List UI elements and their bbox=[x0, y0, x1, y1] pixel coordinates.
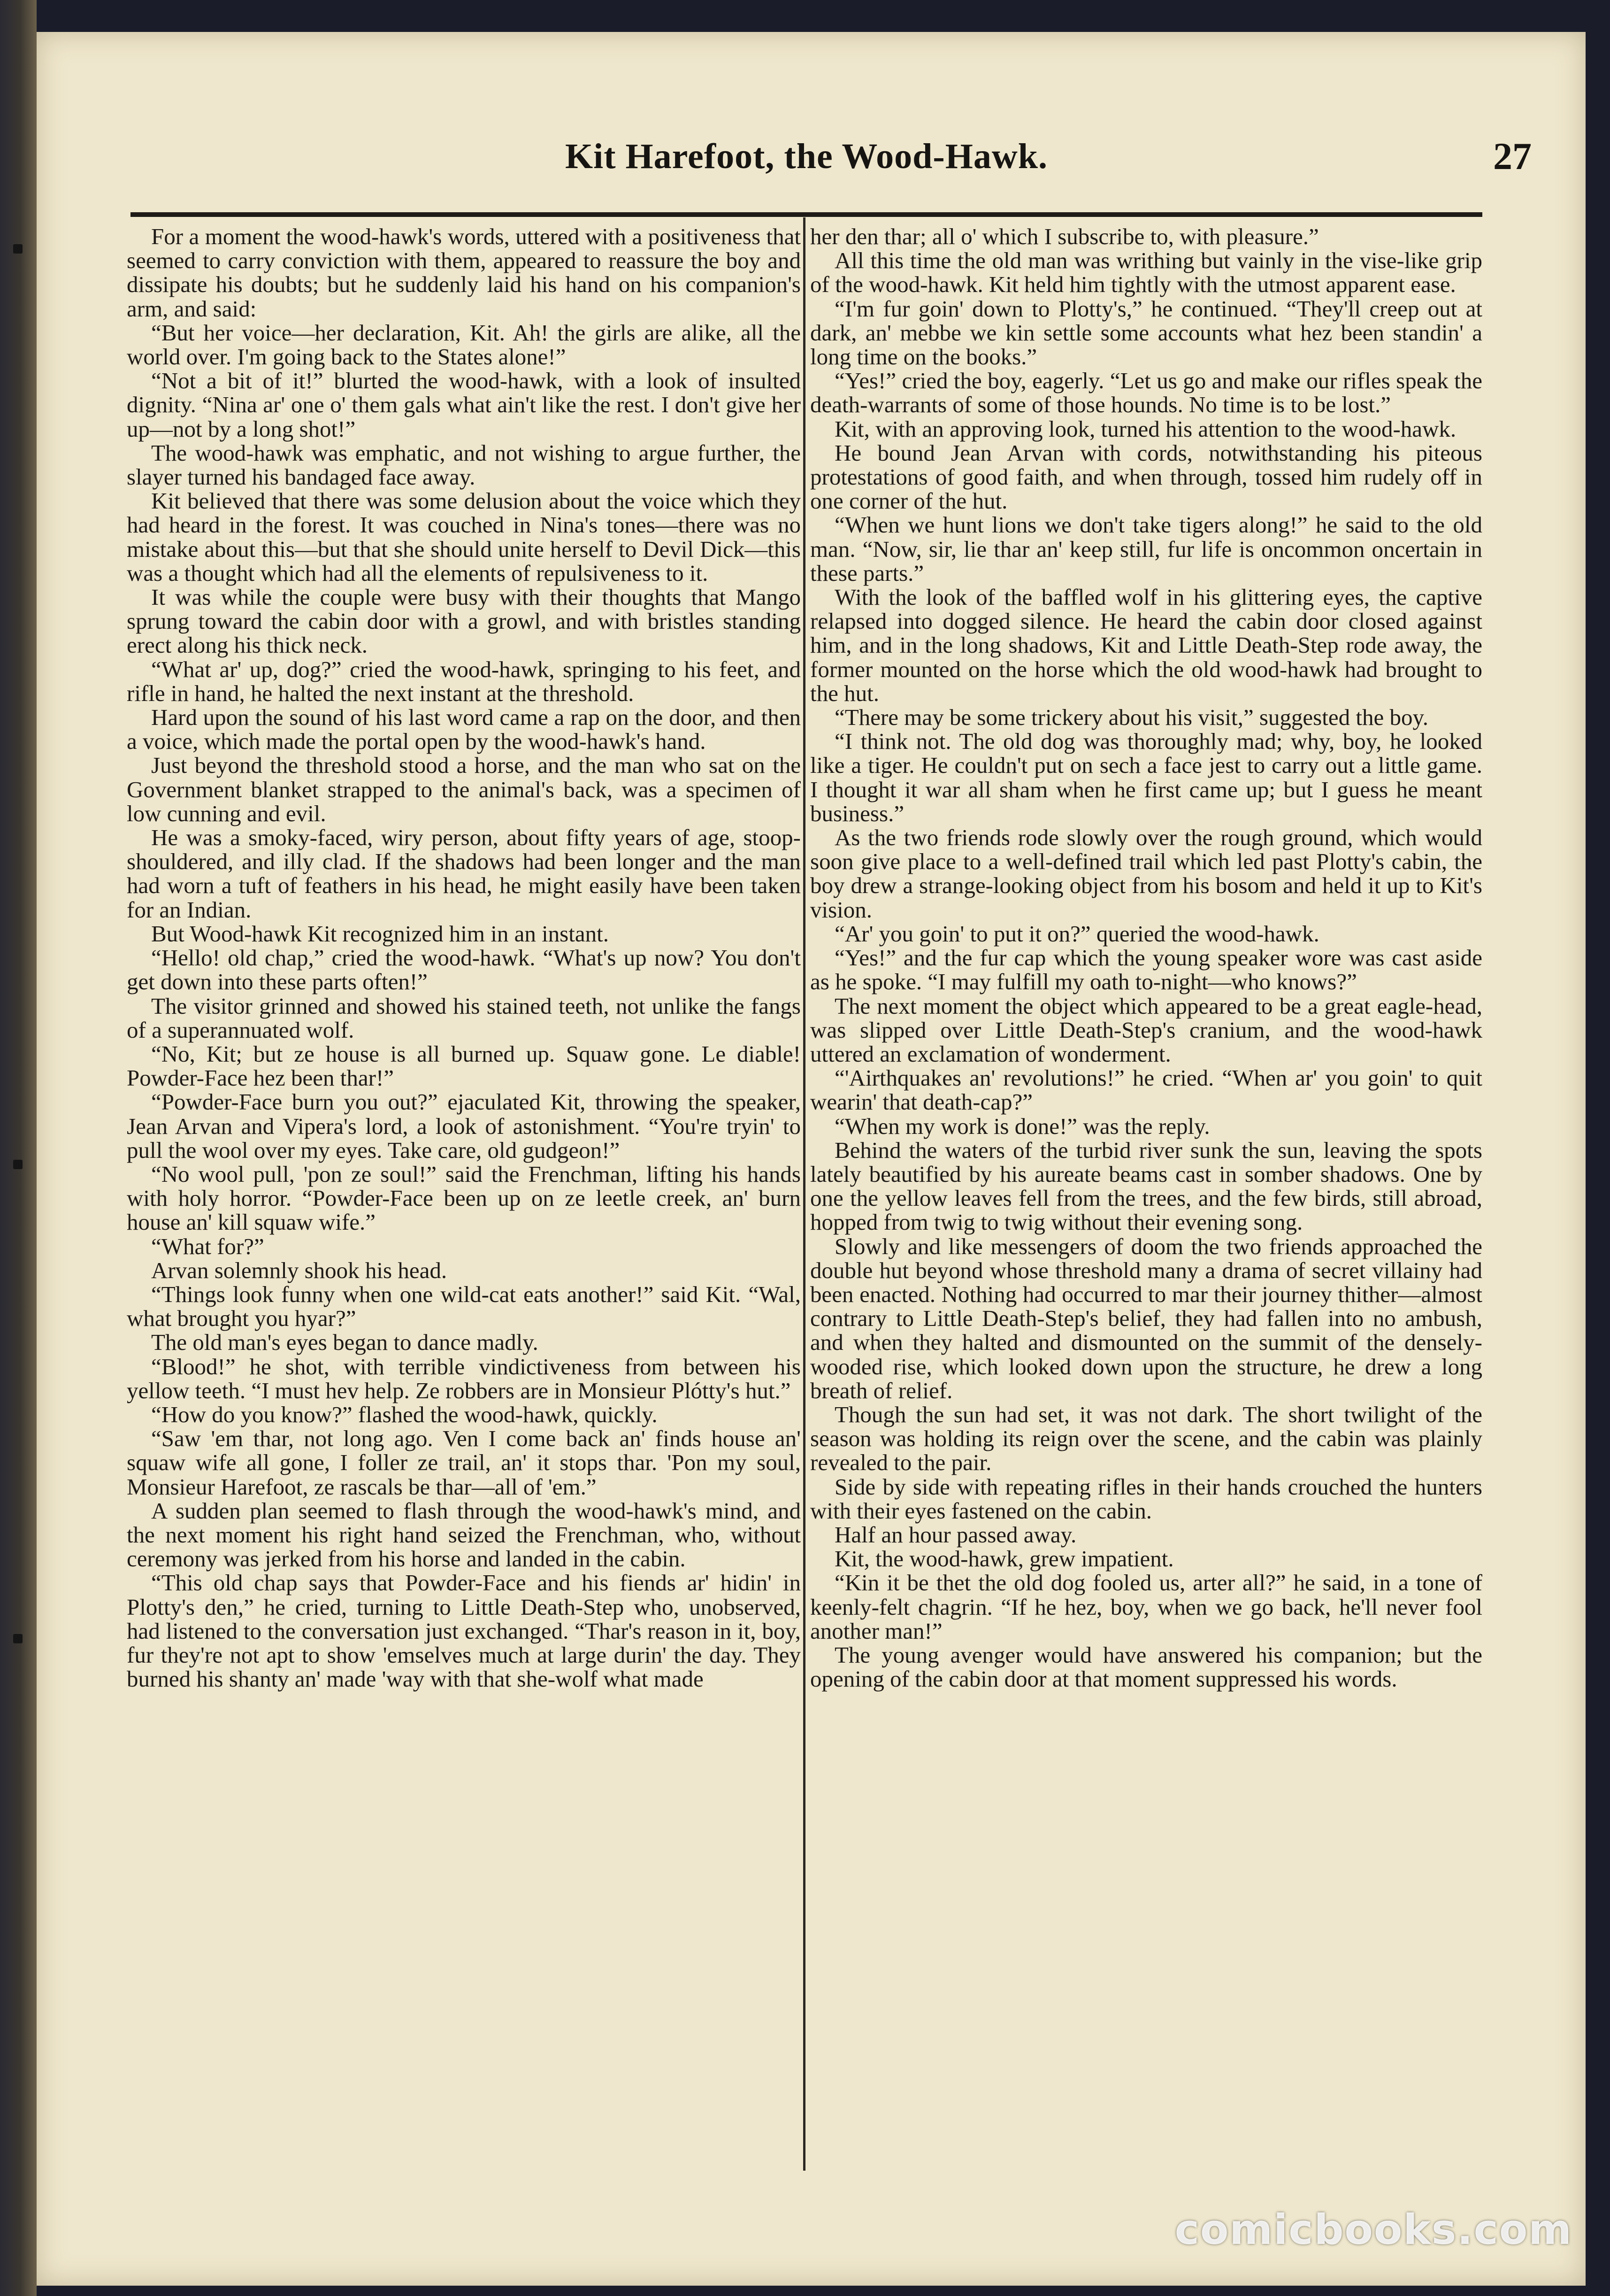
paragraph: “Powder-Face burn you out?” ejaculated Kit, throwing the speaker, Jean Arvan and Vipera's lord, a look of astonishment. “You're tryin' to pull the wool over my eyes. Take care, old gudgeon!” bbox=[127, 1089, 801, 1163]
paragraph: Arvan solemnly shook his head. bbox=[151, 1257, 447, 1283]
paragraph: “What ar' up, dog?” cried the wood-hawk, springing to his feet, and rifle in hand, he halted the next instant at the threshold. bbox=[127, 656, 801, 706]
paragraph: The visitor grinned and showed his stained teeth, not unlike the fangs of a superannuated wolf. bbox=[127, 993, 801, 1043]
paragraph: “I think not. The old dog was thoroughly mad; why, boy, he looked like a tiger. He couldn't put on sech a face jest to carry out a little game. I thought it war all sham when he first came up; but I guess he meant business.” bbox=[810, 728, 1482, 826]
watermark-text: comicbooks.com bbox=[1174, 2205, 1572, 2254]
paragraph: “Ar' you goin' to put it on?” queried the wood-hawk. bbox=[835, 920, 1319, 947]
paragraph: Behind the waters of the turbid river sunk the sun, leaving the spots lately beautified by his aureate beams cast in somber shadows. One by one the yellow leaves fell from the trees, and the few birds, still abroad, hopped from twig to twig without their evening song. bbox=[810, 1137, 1482, 1235]
paragraph: “No wool pull, 'pon ze soul!” said the Frenchman, lifting his hands with holy horror. “Powder-Face been up on ze leetle creek, an' burn house an' kill squaw wife.” bbox=[127, 1161, 801, 1235]
paragraph: “Things look funny when one wild-cat eats another!” said Kit. “Wal, what brought you hyar?” bbox=[127, 1281, 801, 1332]
paragraph: The young avenger would have answered his companion; but the opening of the cabin door at that moment suppressed his words. bbox=[810, 1641, 1482, 1692]
book-page bbox=[37, 32, 1586, 2286]
paragraph: The wood-hawk was emphatic, and not wishing to argue further, the slayer turned his bandaged face away. bbox=[127, 439, 801, 490]
paragraph: All this time the old man was writhing but vainly in the vise-like grip of the wood-hawk. Kit held him tightly with the utmost apparent ease. bbox=[810, 247, 1482, 298]
book-spine-shadow bbox=[0, 0, 37, 2296]
paragraph: He was a smoky-faced, wiry person, about fifty years of age, stoop-shouldered, and illy clad. If the shadows had been longer and the man had worn a tuft of feathers in his head, he might easily have been taken for an Indian. bbox=[127, 824, 801, 923]
paragraph: Hard upon the sound of his last word came a rap on the door, and then a voice, which made the portal open by the wood-hawk's hand. bbox=[127, 704, 801, 755]
paragraph: “Not a bit of it!” blurted the wood-hawk, with a look of insulted dignity. “Nina ar' one o' them gals what ain't like the rest. I don't give her up—not by a long shot!” bbox=[127, 368, 801, 442]
paragraph: “There may be some trickery about his visit,” suggested the boy. bbox=[835, 704, 1429, 731]
paragraph: “Hello! old chap,” cried the wood-hawk. “What's up now? You don't get down into these parts often!” bbox=[127, 945, 801, 995]
margin-mark bbox=[13, 1634, 23, 1643]
paragraph: “Yes!” cried the boy, eagerly. “Let us go and make our rifles speak the death-warrants of some of those hounds. No time is to be lost.” bbox=[810, 368, 1482, 418]
paragraph: “No, Kit; but ze house is all burned up. Squaw gone. Le diable! Powder-Face hez been thar!” bbox=[127, 1040, 801, 1091]
paragraph: “What for?” bbox=[151, 1233, 264, 1259]
paragraph: “Kin it be thet the old dog fooled us, arter all?” he said, in a tone of keenly-felt chagrin. “If he hez, boy, when we go back, he'll never fool another man!” bbox=[810, 1570, 1482, 1644]
paragraph: The next moment the object which appeared to be a great eagle-head, was slipped over Little Death-Step's cranium, and the wood-hawk uttered an exclamation of wonderment. bbox=[810, 993, 1482, 1067]
paragraph: Just beyond the threshold stood a horse, and the man who sat on the Government blanket strapped to the animal's back, was a specimen of low cunning and evil. bbox=[127, 752, 801, 826]
paragraph: For a moment the wood-hawk's words, uttered with a positiveness that seemed to carry conviction with them, appeared to reassure the boy and dissipate his doubts; but he suddenly laid his hand on his companion's arm, and said: bbox=[127, 223, 801, 322]
paragraph: With the look of the baffled wolf in his glittering eyes, the captive relapsed into dogged silence. He heard the cabin door closed against him, and in the long shadows, Kit and Little Death-Step rode away, the former mounted on the horse which the old wood-hawk had brought to the hut. bbox=[810, 584, 1482, 706]
page-number: 27 bbox=[1493, 135, 1532, 177]
paragraph: “This old chap says that Powder-Face and his fiends ar' hidin' in Plotty's den,” he cried, turning to Little Death-Step who, unobserved, had listened to the conversation just exchanged. “Thar's reason in it, boy, fur they're not apt to show 'emselves much at large durin' the day. They burned his shanty an' made 'way with that she-wolf what made bbox=[127, 1570, 801, 1692]
right-column bbox=[810, 224, 1482, 1691]
paragraph: “I'm fur goin' down to Plotty's,” he continued. “They'll creep out at dark, an' mebbe we kin settle some accounts what hez been standin' a long time on the books.” bbox=[810, 295, 1482, 370]
paragraph: The old man's eyes began to dance madly. bbox=[151, 1329, 538, 1356]
paragraph: Half an hour passed away. bbox=[835, 1521, 1077, 1548]
running-head bbox=[37, 123, 1586, 189]
paragraph: He bound Jean Arvan with cords, notwithstanding his piteous protestations of good faith, and when through, tossed him rudely off in one corner of the hut. bbox=[810, 439, 1482, 514]
paragraph: “Saw 'em thar, not long ago. Ven I come back an' finds house an' squaw wife all gone, I foller ze trail, an' it stops thar. 'Pon my soul, Monsieur Harefoot, ze rascals be thar—all of 'em.” bbox=[127, 1425, 801, 1500]
paragraph: But Wood-hawk Kit recognized him in an instant. bbox=[151, 920, 609, 947]
paragraph: “Blood!” he shot, with terrible vindictiveness from between his yellow teeth. “I must hev help. Ze robbers are in Monsieur Plótty's hut.” bbox=[127, 1353, 801, 1403]
paragraph: Kit, the wood-hawk, grew impatient. bbox=[835, 1546, 1174, 1572]
paragraph: Though the sun had set, it was not dark. The short twilight of the season was holding its reign over the scene, and the cabin was plainly revealed to the pair. bbox=[810, 1401, 1482, 1476]
paragraph: “When my work is done!” was the reply. bbox=[835, 1113, 1210, 1139]
paragraph: “How do you know?” flashed the wood-hawk, quickly. bbox=[151, 1401, 658, 1427]
header-rule bbox=[130, 212, 1482, 217]
paragraph: A sudden plan seemed to flash through the wood-hawk's mind, and the next moment his right hand seized the Frenchman, who, without ceremony was jerked from his horse and landed in the cabin. bbox=[127, 1497, 801, 1572]
margin-mark bbox=[13, 1160, 23, 1169]
paragraph: “But her voice—her declaration, Kit. Ah! the girls are alike, all the world over. I'm going back to the States alone!” bbox=[127, 319, 801, 370]
paragraph: “'Airthquakes an' revolutions!” he cried. “When ar' you goin' to quit wearin' that death-cap?” bbox=[810, 1065, 1482, 1115]
paragraph: As the two friends rode slowly over the rough ground, which would soon give place to a well-defined trail which led past Plotty's cabin, the boy drew a strange-looking object from his bosom and held it up to Kit's vision. bbox=[810, 824, 1482, 923]
running-title: Kit Harefoot, the Wood-Hawk. bbox=[565, 137, 1048, 176]
paragraph: her den thar; all o' which I subscribe to, with pleasure.” bbox=[810, 223, 1319, 249]
left-column bbox=[127, 224, 801, 1691]
paragraph: Slowly and like messengers of doom the two friends approached the double hut beyond whose threshold many a drama of secret villainy had been enacted. Nothing had occurred to mar their journey thither—almost contrary to Little Death-Step's belief, they had fallen into no ambush, and when they halted and dismounted on the summit of the densely-wooded rise, which looked down upon the structure, he drew a long breath of relief. bbox=[810, 1233, 1482, 1403]
paragraph: Side by side with repeating rifles in their hands crouched the hunters with their eyes fastened on the cabin. bbox=[810, 1473, 1482, 1524]
paragraph: “When we hunt lions we don't take tigers along!” he said to the old man. “Now, sir, lie thar an' keep still, fur life is oncommon oncertain in these parts.” bbox=[810, 512, 1482, 586]
margin-mark bbox=[13, 244, 23, 254]
paragraph: Kit, with an approving look, turned his attention to the wood-hawk. bbox=[835, 416, 1457, 442]
paragraph: It was while the couple were busy with their thoughts that Mango sprung toward the cabin door with a growl, and with bristles standing erect along his thick neck. bbox=[127, 584, 801, 658]
paragraph: “Yes!” and the fur cap which the young speaker wore was cast aside as he spoke. “I may fulfill my oath to-night—who knows?” bbox=[810, 945, 1482, 995]
paragraph: Kit believed that there was some delusion about the voice which they had heard in the forest. It was couched in Nina's tones—there was no mistake about this—but that she should unite herself to Devil Dick—this was a thought which had all the elements of repulsiveness to it. bbox=[127, 488, 801, 586]
column-divider bbox=[803, 217, 805, 2171]
